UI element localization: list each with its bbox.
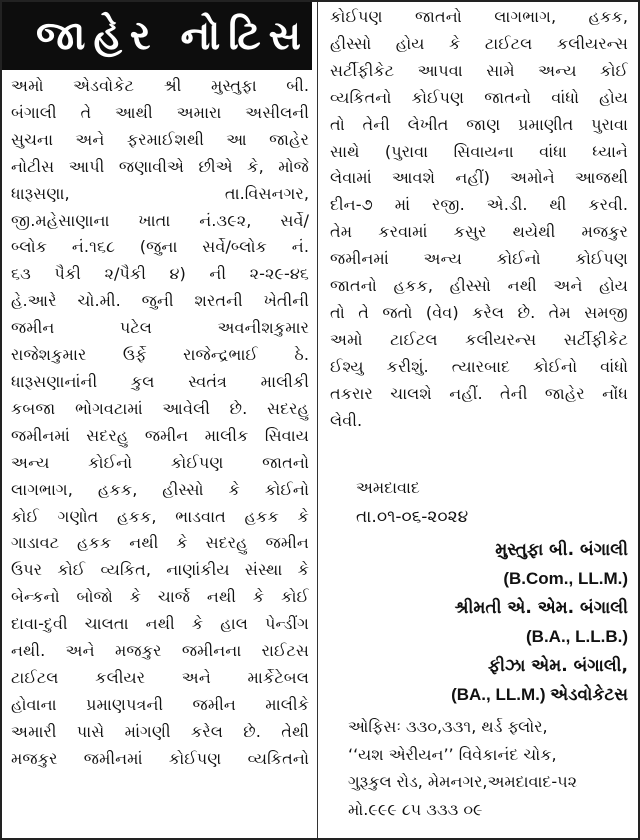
signatory-3-degree: (BA., LL.M.) એડવોકેટસ xyxy=(451,685,628,704)
notice-title: જાહેર નોટિસ xyxy=(36,13,310,59)
body-line: સાથે (પુરાવા સિવાયના વાંધા ધ્યાને xyxy=(330,141,628,161)
body-line: હોવાના પ્રમાણપત્રની જમીન માલીકે xyxy=(11,694,309,714)
body-line: ઉપર કોઈ વ્યકિત, નાણાંકીય સંસ્થા કે xyxy=(11,560,309,580)
office-address xyxy=(348,713,628,823)
place-name: અમદાવાદ xyxy=(356,478,420,497)
body-line: લેવી. xyxy=(330,410,363,430)
body-line: મજકુર જમીનમાં કોઈપણ વ્યકિતનો xyxy=(11,748,309,768)
office-line: ઓફિસઃ ૩૩૦,૩૩૧, થર્ડ ફ્લોર, xyxy=(348,717,548,736)
body-line: તકરાર ચાલશે નહીં. તેની જાહેર નોંધ xyxy=(330,383,628,403)
signatory-2-degree: (B.A., L.L.B.) xyxy=(526,627,628,646)
body-line: જાતનો હકક, હીસ્સો નથી અને હોય xyxy=(330,276,628,296)
body-line: વ્યકિતનો કોઈપણ જાતનો વાંધો હોય xyxy=(330,87,628,107)
office-line: ગુરૂકુલ રોડ, મેમનગર,અમદાવાદ-૫૨ xyxy=(348,772,577,791)
office-line: મો.૯૯૯ ૮૫ ૩૩૩ ૦૯ xyxy=(348,799,483,819)
body-line: સુચના અને ફરમાઈશથી આ જાહેર xyxy=(11,129,309,149)
body-line: જી.મહેસાણાના ખાતા નં.૩૯૨, સર્વે/ xyxy=(11,210,309,230)
body-line: બંગાલી તે આથી અમારા અસીલની xyxy=(11,102,309,122)
signatory-1-degree: (B.Com., LL.M.) xyxy=(503,569,628,588)
body-line: અમો ટાઈટલ કલીયરન્સ સર્ટીફીકેટ xyxy=(330,329,628,349)
body-line: કોઈપણ જાતનો લાગભાગ, હકક, xyxy=(330,7,628,26)
right-column xyxy=(318,2,640,838)
body-line: તો તેની લેખીત જાણ પ્રમાણીત પુરાવા xyxy=(330,114,628,134)
body-line: હીસ્સો હોય કે ટાઈટલ કલીયરન્સ xyxy=(330,33,628,53)
body-line: તો તે જતો (વેવ) કરેલ છે. તેમ સમજી xyxy=(330,302,628,322)
notice-body-left xyxy=(11,73,309,773)
left-column xyxy=(2,2,317,838)
signatory-1-name: મુસ્તુફા બી. બંગાલી xyxy=(495,540,628,560)
notice-date: તા.૦૧-૦૬-૨૦૨૪ xyxy=(356,507,469,527)
body-line: કબજા ભોગવટામાં આવેલી છે. સદરહુ xyxy=(11,398,309,418)
body-line: ટાઈટલ કલીયર અને માર્કેટેબલ xyxy=(11,667,309,687)
body-line: સર્ટીફીકેટ આપવા સામે અન્ય કોઈ xyxy=(330,60,628,80)
body-line: બ્લોક નં.૧૬૮ (જુના સર્વે/બ્લોક નં. xyxy=(11,237,309,257)
body-line: તેમ કરવામાં કસુર થયેથી મજકુર xyxy=(330,222,628,242)
notice-title-banner xyxy=(2,2,312,70)
body-line: ધારૂસણા, તા.વિસનગર, xyxy=(11,183,309,203)
body-line: જમીનમાં અન્ય કોઈનો કોઈપણ xyxy=(330,249,628,269)
body-line: હે.આરે ચો.મી. જુની શરતની ખેતીની xyxy=(11,291,309,311)
signatory-2-name: શ્રીમતી એ. એમ. બંગાલી xyxy=(454,598,628,618)
body-line: ૬૩ પૈકી ૨/પૈકી ૪) ની ૨-૨૯-૪૬ xyxy=(11,264,309,284)
body-line: કોઈ ગણોત હકક, ભાડવાત હકક કે xyxy=(11,506,309,526)
body-line: રાજેશકુમાર ઉર્ફે રાજેન્દ્રભાઈ ઠે. xyxy=(11,345,309,365)
body-line: અન્ય કોઈનો કોઈપણ જાતનો xyxy=(11,452,309,472)
office-line: ‘‘યશ એરીયન’’ વિવેકાનંદ ચોક, xyxy=(348,744,557,764)
body-line: નોટીસ આપી જણાવીએ છીએ કે, મોજે xyxy=(11,156,309,176)
body-line: નથી. અને મજકુર જમીનના રાઈટસ xyxy=(11,641,309,661)
body-line: ધારૂસણાનાંની કુલ સ્વતંત્ર માલીકી xyxy=(11,371,309,391)
body-line: જમીનમાં સદરહુ જમીન માલીક સિવાય xyxy=(11,425,309,445)
signatory-3-name: ફીઝા એમ. બંગાલી, xyxy=(487,656,628,676)
body-line: ગાડાવટ હકક નથી કે સદરહુ જમીન xyxy=(11,533,309,553)
body-line: દાવા-દુવી ચાલતા નથી કે હાલ પેન્ડીંગ xyxy=(11,614,309,634)
body-line: અમારી પાસે માંગણી કરેલ છે. તેથી xyxy=(11,721,309,741)
body-line: ઈશ્યુ કરીશું. ત્યારબાદ કોઈનો વાંધો xyxy=(330,356,628,376)
body-line: જમીન પટેલ અવનીશકુમાર xyxy=(11,318,309,338)
notice-body-right xyxy=(330,4,628,435)
body-line: લાગભાગ, હકક, હીસ્સો કે કોઈનો xyxy=(11,479,309,499)
body-line: બેન્કનો બોજો કે ચાર્જ નથી કે કોઈ xyxy=(11,587,309,607)
body-line: લેવામાં આવશે નહીં) અમોને આજથી xyxy=(330,168,628,188)
body-line: દીન-૭ માં રજી. એ.ડી. થી કરવી. xyxy=(330,195,628,215)
body-line: અમો એડવોકેટ શ્રી મુસ્તુફા બી. xyxy=(11,76,309,95)
